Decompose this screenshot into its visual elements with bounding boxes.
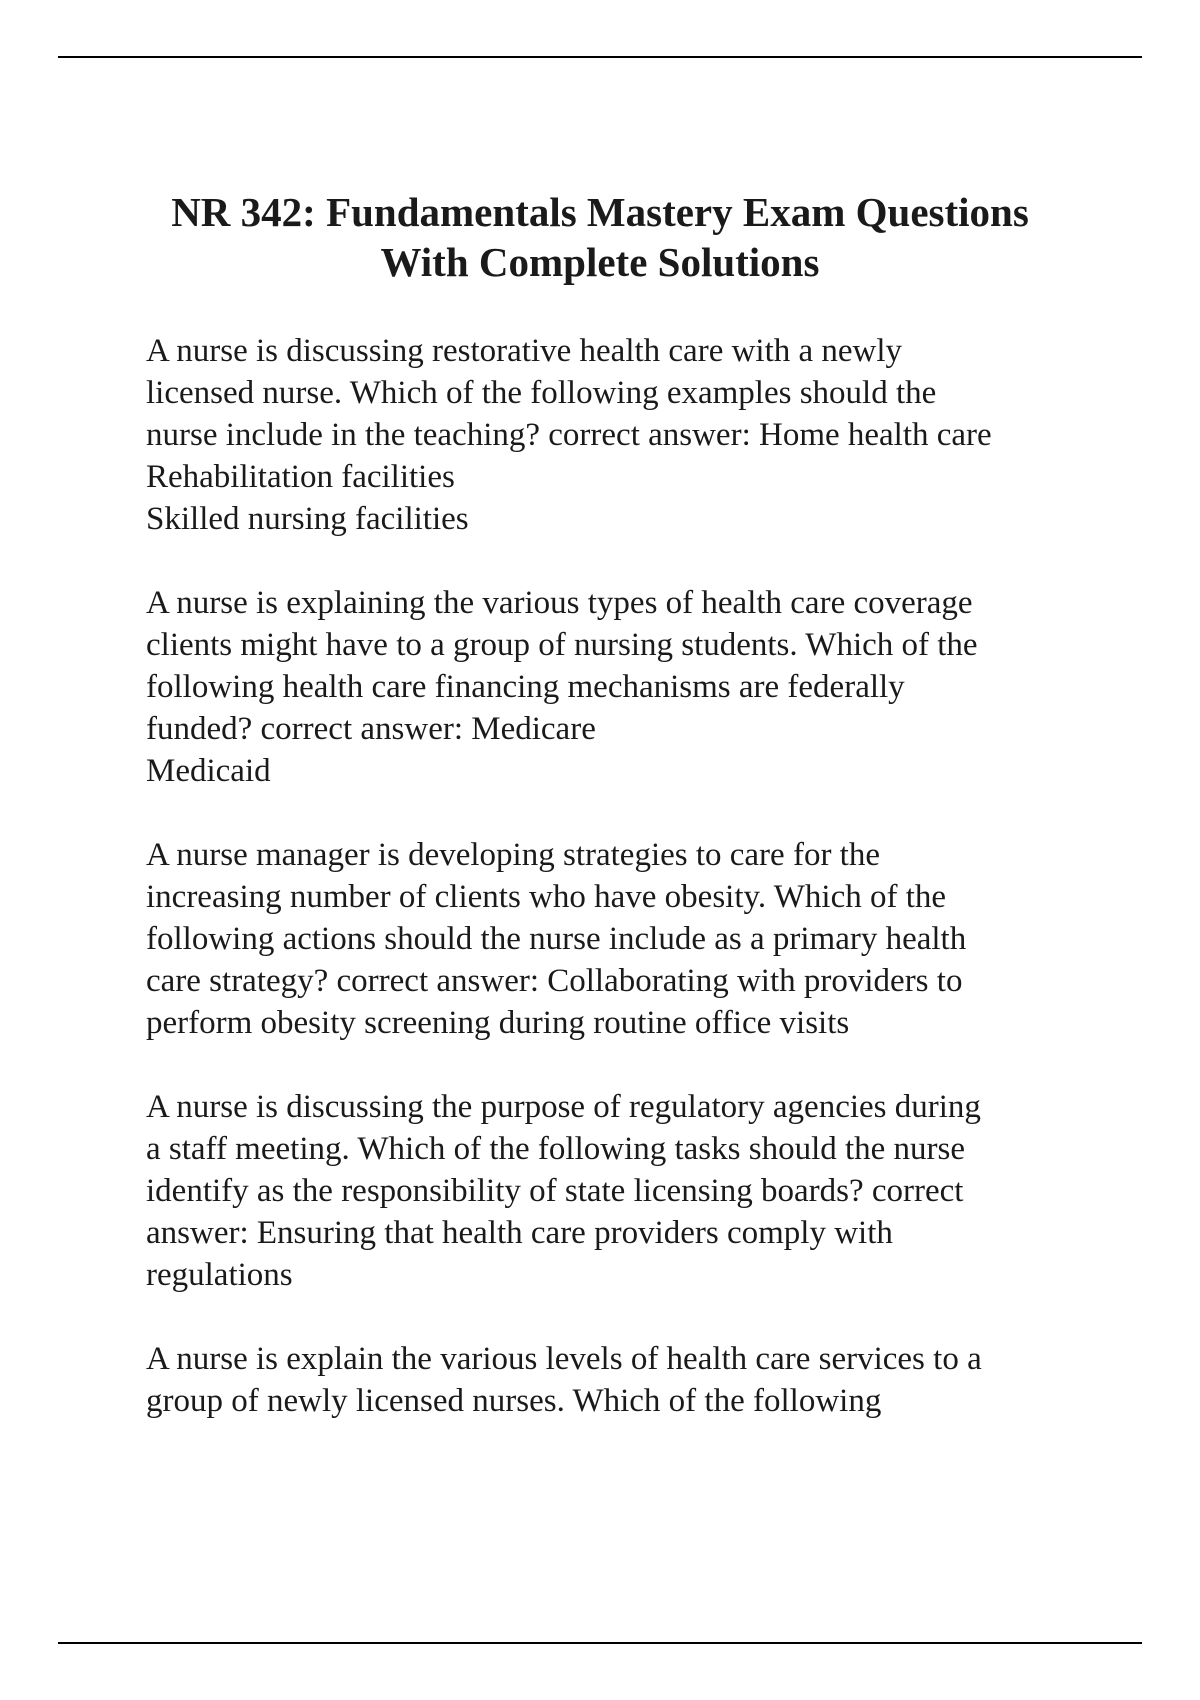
text-line: following health care financing mechanisms are federally xyxy=(146,669,905,705)
bottom-rule xyxy=(58,1642,1142,1644)
text-line: a staff meeting. Which of the following tasks should the nurse xyxy=(146,1131,966,1167)
text-line: Skilled nursing facilities xyxy=(146,501,469,537)
question-block xyxy=(146,834,1146,1044)
top-rule xyxy=(58,56,1142,58)
text-line: nurse include in the teaching? correct answer: Home health care xyxy=(146,417,992,453)
question-block xyxy=(146,1338,1146,1422)
text-line: identify as the responsibility of state licensing boards? correct xyxy=(146,1173,964,1209)
text-line: increasing number of clients who have obesity. Which of the xyxy=(146,879,947,915)
text-line: following actions should the nurse include as a primary health xyxy=(146,921,967,957)
text-line: A nurse manager is developing strategies to care for the xyxy=(146,837,880,873)
title-line: With Complete Solutions xyxy=(380,239,820,285)
text-line: answer: Ensuring that health care providers comply with xyxy=(146,1215,893,1251)
question-block xyxy=(146,330,1146,540)
title-line: NR 342: Fundamentals Mastery Exam Questions xyxy=(171,189,1029,235)
text-line: clients might have to a group of nursing students. Which of the xyxy=(146,627,978,663)
text-line: Rehabilitation facilities xyxy=(146,459,455,495)
text-line: licensed nurse. Which of the following examples should the xyxy=(146,375,937,411)
text-line: care strategy? correct answer: Collaborating with providers to xyxy=(146,963,963,999)
text-line: perform obesity screening during routine office visits xyxy=(146,1005,850,1041)
question-block xyxy=(146,582,1146,792)
text-line: regulations xyxy=(146,1257,293,1293)
document-title xyxy=(100,187,1100,287)
text-line: Medicaid xyxy=(146,753,271,789)
document-body xyxy=(146,330,1146,1464)
text-line: A nurse is discussing the purpose of regulatory agencies during xyxy=(146,1089,981,1125)
text-line: A nurse is explaining the various types of health care coverage xyxy=(146,585,973,621)
text-line: funded? correct answer: Medicare xyxy=(146,711,596,747)
text-line: A nurse is explain the various levels of health care services to a xyxy=(146,1341,982,1377)
text-line: group of newly licensed nurses. Which of the following xyxy=(146,1383,882,1419)
text-line: A nurse is discussing restorative health care with a newly xyxy=(146,333,903,369)
question-block xyxy=(146,1086,1146,1296)
